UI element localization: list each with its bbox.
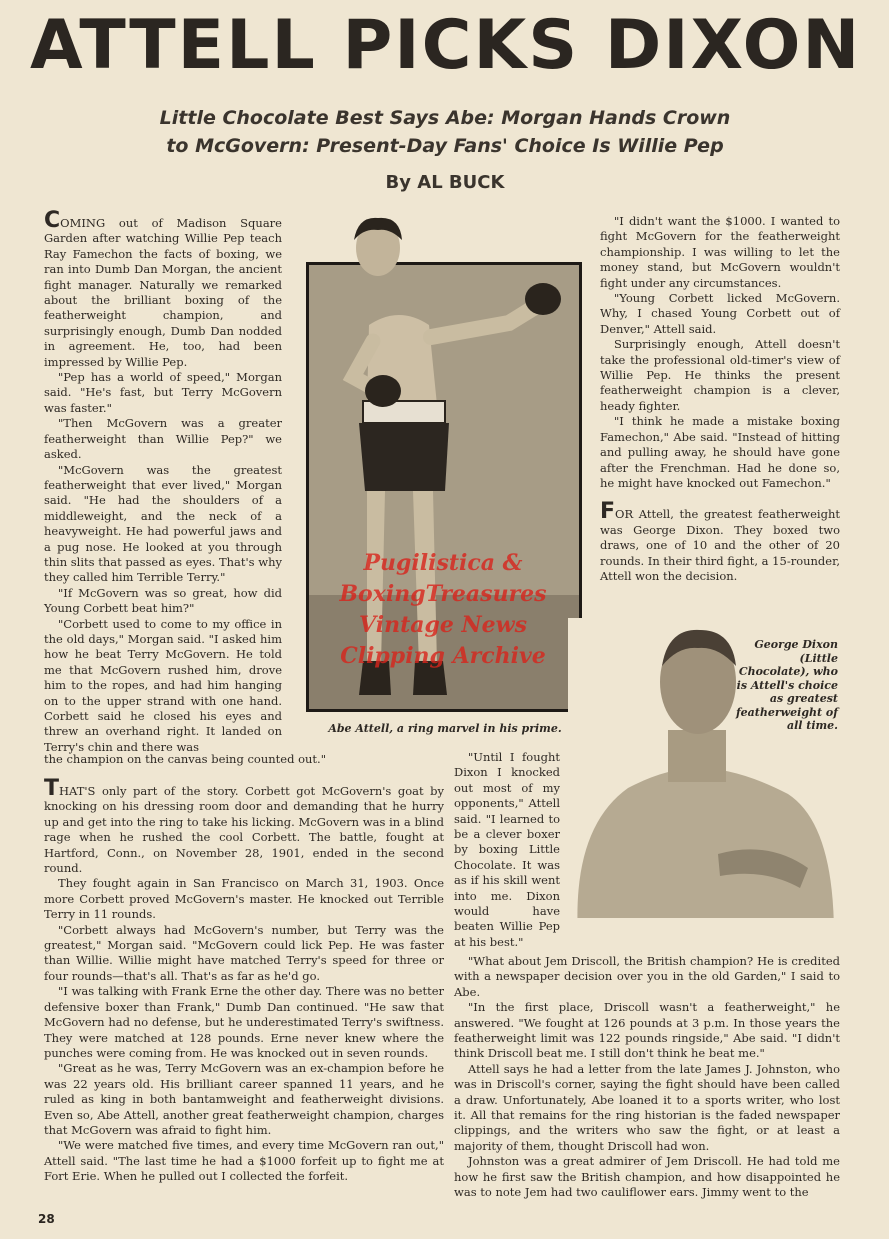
paragraph: "What about Jem Driscoll, the British champion? He is credited with a newspaper decision over you in the old Garden," I said to Abe. [454,954,840,999]
attell-head-icon [338,214,418,278]
paragraph [44,208,282,370]
column-left-top [44,208,282,755]
paragraph: "Pep has a world of speed," Morgan said. "He's fast, but Terry McGovern was faster." [44,370,282,415]
page-number: 28 [38,1212,55,1226]
caption-george-dixon: George Dixon (Little Chocolate), who is Attell's choice as greatest featherweight of all time. [735,638,838,732]
paragraph: "Then McGovern was a greater featherweight than Willie Pep?" we asked. [44,416,282,462]
watermark-line: Clipping Archive [340,643,546,669]
paragraph: Surprisingly enough, Attell doesn't take the professional old-timer's view of Willie Pep. He thinks the present featherweight champion is a clever, heady fighter. [600,337,840,413]
paragraph: "Corbett used to come to my office in the old days," Morgan said. "I asked him how he beat Terry McGovern. He told me that McGovern rushed him, drove him to the ropes, and had him hanging on to the upper strand with one hand. Corbett said he closed his eyes and threw an overhand right. It landed on Terry's chin and there was [44,616,282,754]
paragraph: "Young Corbett licked McGovern. Why, I chased Young Corbett out of Denver," Attell said. [600,291,840,336]
paragraph: "I was talking with Frank Erne the other day. There was no better defensive boxer than Frank," Dumb Dan continued. "He saw that McGovern had no defense, but he underestimated Terry's swiftness. They were matched at 128 pounds. Erne never knew where the punches were coming from. He was knocked out in seven rounds. [44,984,444,1060]
paragraph: "I think he made a mistake boxing Famechon," Abe said. "Instead of hitting and pulling away, he should have gone after the Frenchman. Had he done so, he might have knocked out Famechon." [600,414,840,490]
paragraph: "In the first place, Driscoll wasn't a featherweight," he answered. "We fought at 126 pounds at 3 p.m. In those years the featherweight limit was 122 pounds ringside," Abe said. "I didn't think Driscoll beat me. I still don't think he beat me." [454,1000,840,1061]
paragraph [44,776,444,876]
watermark-line: Pugilistica & [363,550,523,576]
column-narrow [454,750,560,950]
headline: ATTELL PICKS DIXON [30,6,862,85]
paragraph: Johnston was a great admirer of Jem Driscoll. He had told me how he first saw the British champion, and how disappointed he was to note Jem had two cauliflower ears. Jimmy went to the [454,1154,840,1200]
drop-cap: C [44,208,61,233]
watermark-line: Vintage News [359,612,527,638]
paragraph: "Until I fought Dixon I knocked out most of my opponents," Attell said. "I learned to be a clever boxer by boxing Little Chocolate. It was as if his skill went into me. Dixon would have beaten Willie Pep at his best." [454,750,560,949]
paragraph: "We were matched five times, and every time McGovern ran out," Attell said. "The last time he had a $1000 forfeit up to fight me at Fort Erie. When he pulled out I collected the forfeit. [44,1138,444,1184]
subhead-line-2: to McGovern: Present-Day Fans' Choice Is Willie Pep [166,135,724,157]
column-right-top [600,214,840,584]
drop-cap: F [600,499,616,525]
paragraph [600,499,840,584]
paragraph: "Corbett always had McGovern's number, but Terry was the greatest," Morgan said. "McGovern could lick Pep. He was faster than Willie. Willie might have matched Terry's speed for three or four rounds—that's all. That's as far as he'd go. [44,922,444,983]
paragraph: "Great as he was, Terry McGovern was an ex-champion before he was 22 years old. His brilliant career spanned 11 years, and he ruled as king in both bantamweight and featherweight divisions. Even so, Abe Attell, another great featherweight champion, charges that McGovern was afraid to fight him. [44,1061,444,1137]
caption-abe-attell: Abe Attell, a ring marvel in his prime. [328,722,562,735]
paragraph: "McGovern was the greatest featherweight that ever lived," Morgan said. "He had the shoulders of a middleweight, and the neck of a heavyweight. He had powerful jaws and a pug nose. He looked at you through thin slits that passed as eyes. That's why they called him Terrible Terry." [44,462,282,585]
paragraph-text: HAT'S only part of the story. Corbett got McGovern's goat by knocking on his dressing room door and demanding that he hurry up and get into the ring to take his licking. McGovern was in a blind rage when he rushed the cool Corbett. The battle, fought at Hartford, Conn., on November 28, 1901, ended in the second round. [44,784,444,876]
paragraph: "If McGovern was so great, how did Young Corbett beat him?" [44,585,282,616]
byline: By AL BUCK [385,172,505,193]
paragraph-text: OMING out of Madison Square Garden after watching Willie Pep teach Ray Famechon the facts of boxing, we ran into Dumb Dan Morgan, the ancient fight manager. Naturally we remarked about the brilliant boxing of the featherweight champion, and surprisingly enough, Dumb Dan nodded in agreement. He, too, had been impressed by Willie Pep. [44,216,282,369]
watermark-line: BoxingTreasures [339,581,547,607]
column-lower-right [454,954,840,1201]
paragraph-text: OR Attell, the greatest featherweight was George Dixon. They boxed two draws, one of 10 and the other of 20 rounds. In their third fight, a 15-rounder, Attell won the decision. [600,507,840,583]
subhead-line-1: Little Chocolate Best Says Abe: Morgan Hands Crown [159,107,731,129]
column-lower-left [44,776,444,1185]
paragraph: Attell says he had a letter from the late James J. Johnston, who was in Driscoll's corner, saying the fight should have been called a draw. Unfortunately, Abe loaned it to a sports writer, who lost it. All that remains for the ring historian is the faded newspaper clippings, and the writers who saw the fight, or at least a majority of them, thought Driscoll had won. [454,1061,840,1153]
column-left-overflow-line: the champion on the canvas being counted out." [44,752,326,766]
paragraph: "I didn't want the $1000. I wanted to fight McGovern for the featherweight championship. I was willing to let the money stand, but McGovern wouldn't fight under any circumstances. [600,214,840,290]
paragraph: They fought again in San Francisco on March 31, 1903. Once more Corbett proved McGovern's master. He knocked out Terrible Terry in 11 rounds. [44,876,444,922]
drop-cap: T [44,776,60,801]
archive-watermark [318,548,568,672]
subhead [80,104,810,160]
